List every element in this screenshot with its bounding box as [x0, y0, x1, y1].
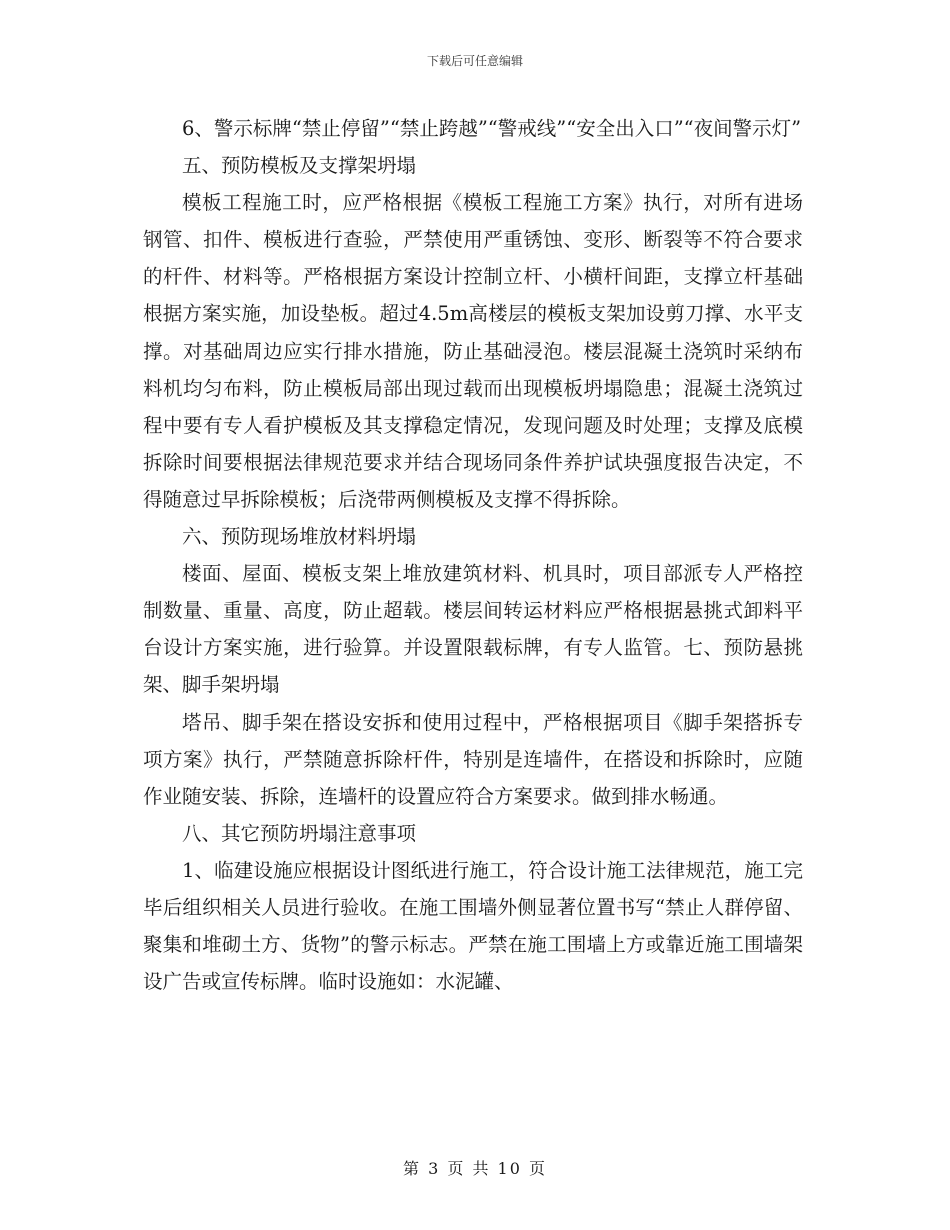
paragraph-formwork: 模板工程施工时，应严格根据《模板工程施工方案》执行，对所有进场钢管、扣件、模板进行查验，严禁使用严重锈蚀、变形、断裂等不符合要求的杆件、材料等。严格根据方案设计控制立杆、小横杆间距，支撑立杆基础根据方案实施，加设垫板。超过4.5m高楼层的模板支架加设剪刀撑、水平支撑。对基础周边应实行排水措施，防止基础浸泡。楼层混凝土浇筑时采纳布料机均匀布料，防止模板局部出现过载而出现模板坍塌隐患；混凝土浇筑过程中要有专人看护模板及其支撑稳定情况，发现问题及时处理；支撑及底模拆除时间要根据法律规范要求并结合现场同条件养护试块强度报告决定，不得随意过早拆除模板；后浇带两侧模板及支撑不得拆除。	[143, 191, 803, 511]
paragraph-temporary-facilities: 1、临建设施应根据设计图纸进行施工，符合设计施工法律规范，施工完毕后组织相关人员进行验收。在施工围墙外侧显著位置书写“禁止人群停留、聚集和堆砌土方、货物”的警示标志。严禁在施工围墙上方或靠近施工围墙架设广告或宣传标牌。临时设施如：水泥罐、	[143, 858, 803, 994]
page-header: 下载后可任意编辑	[426, 54, 523, 68]
section-heading-material-collapse: 六、预防现场堆放材料坍塌	[182, 525, 417, 549]
section-heading-other-precautions: 八、其它预防坍塌注意事项	[182, 821, 417, 845]
document-body	[143, 110, 803, 1000]
page-number: 第 3 页 共 10 页	[403, 1159, 547, 1178]
section-heading-formwork-collapse: 五、预防模板及支撑架坍塌	[182, 154, 417, 178]
paragraph-scaffold: 塔吊、脚手架在搭设安拆和使用过程中，严格根据项目《脚手架搭拆专项方案》执行，严禁随意拆除杆件，特别是连墙件，在搭设和拆除时，应随作业随安装、拆除，连墙杆的设置应符合方案要求。做到排水畅通。	[143, 710, 803, 808]
paragraph-warning-signs: 6、警示标牌“禁止停留”“禁止跨越”“警戒线”“安全出入口”“夜间警示灯”	[182, 117, 802, 140]
paragraph-material-stacking: 楼面、屋面、模板支架上堆放建筑材料、机具时，项目部派专人严格控制数量、重量、高度，防止超载。楼层间转运材料应严格根据悬挑式卸料平台设计方案实施，进行验算。并设置限载标牌，有专人监管。七、预防悬挑架、脚手架坍塌	[143, 562, 803, 697]
